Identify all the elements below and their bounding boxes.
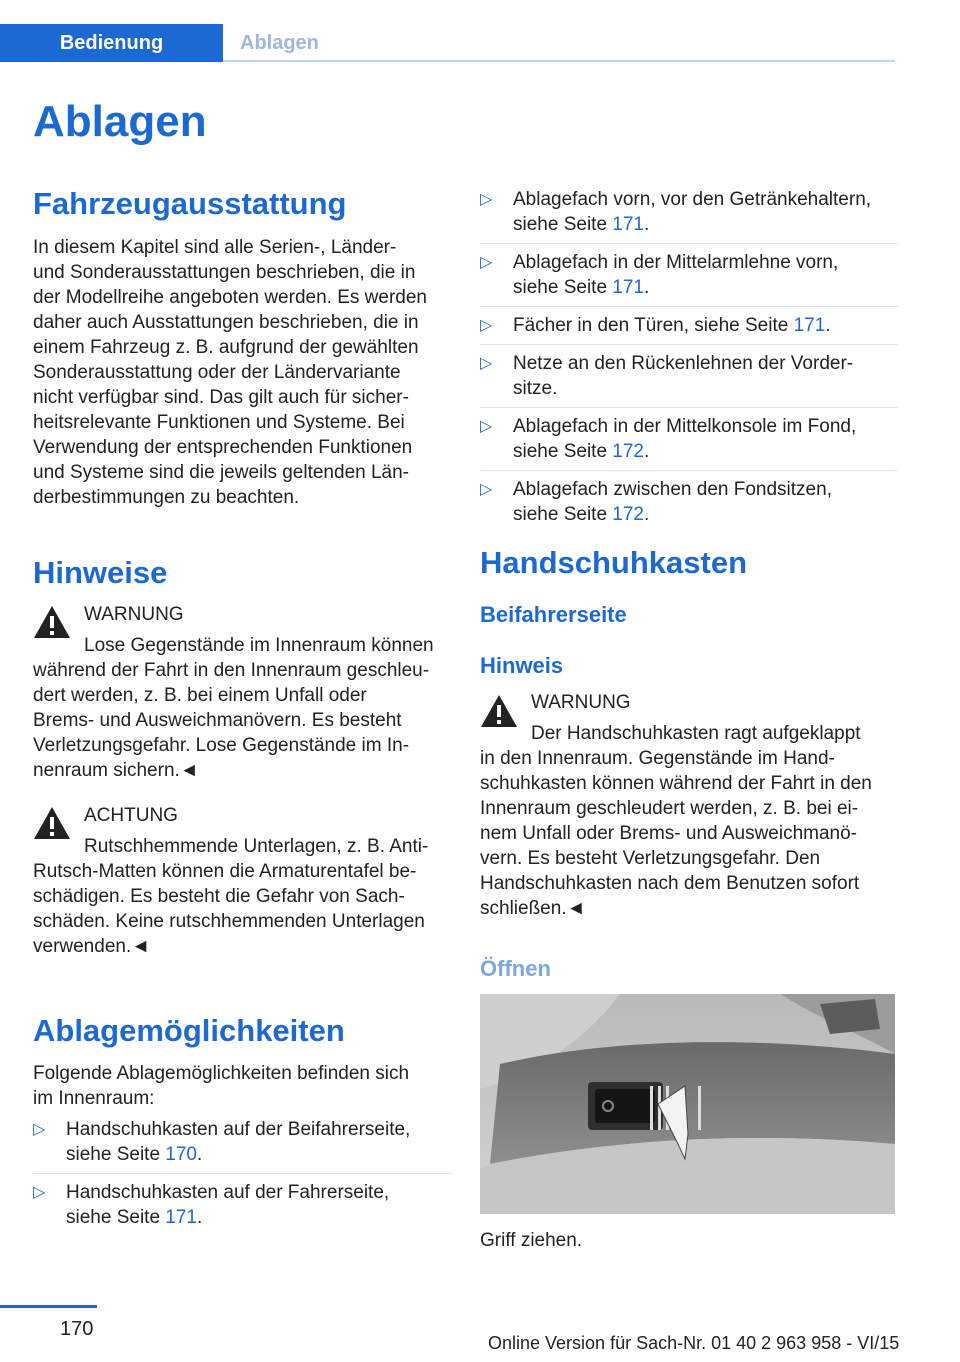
glovebox-photo <box>480 994 895 1214</box>
heading-handschuhkasten: Handschuhkasten <box>480 545 748 580</box>
triangle-bullet-icon: ▷ <box>480 317 493 334</box>
list-item: ▷ Ablagefach in der Mittelarmlehne vorn, siehe Seite 171. <box>480 244 898 307</box>
list-item: ▷ Ablagefach zwischen den Fondsitzen, siehe Seite 172. <box>480 479 832 525</box>
page-title: Ablagen <box>33 97 207 146</box>
header-tabbar <box>0 24 895 62</box>
glovebox-illustration <box>480 994 895 1214</box>
list-item: ▷ Handschuhkasten auf der Beifahrerseite, siehe Seite 170. <box>33 1117 453 1174</box>
page-link[interactable]: 171 <box>165 1207 197 1228</box>
caution-text: Rutschhemmende Unterlagen, z. B. Anti- Rutsch-Matten können die Armaturentafel be- schädigen. Es besteht die Gefahr von Sach- schäden. Keine rutschhemmenden Unterlagen verwenden.◄ <box>33 836 429 957</box>
heading-beifahrerseite: Beifahrerseite <box>480 602 627 627</box>
triangle-bullet-icon: ▷ <box>480 418 493 435</box>
caution-label: ACHTUNG <box>84 805 178 826</box>
page-number: 170 <box>60 1318 94 1340</box>
triangle-bullet-icon: ▷ <box>33 1184 46 1201</box>
header-rule <box>223 60 895 62</box>
list-item: ▷ Fächer in den Türen, siehe Seite 171. <box>480 307 898 345</box>
ablage-list-right <box>480 187 898 527</box>
ablage-intro: Folgende Ablagemöglichkeiten befinden sich im Innenraum: <box>33 1063 410 1109</box>
photo-caption: Griff ziehen. <box>480 1230 583 1251</box>
triangle-bullet-icon: ▷ <box>480 355 493 372</box>
fahrzeug-paragraph: In diesem Kapitel sind alle Serien-, Länder- und Sonderausstattungen beschrieben, die in der Modellreihe angeboten werden. Es werden daher auch Ausstattungen beschrieben, die in einem Fahrzeug z. B. aufgrund der gewählten Sonderausstattung oder der Ländervariante nicht verfügbar sind. Das gilt auch für sicher- heitsrelevante Funktionen und Systeme. Bei Verwendung der entsprechenden Funktionen und Systeme sind die jeweils geltenden Län- derbestimmungen zu beachten. <box>33 237 427 508</box>
heading-ablagemoeglichkeiten: Ablagemöglichkeiten <box>33 1013 345 1048</box>
warning-text: Lose Gegenstände im Innenraum können während der Fahrt in den Innenraum geschleu- dert werden, z. B. bei einem Unfall oder Brems- und Ausweichmanövern. Es besteht Verletzungsgefahr. Lose Gegenstände im In- nenraum sichern.◄ <box>33 635 434 781</box>
page-link[interactable]: 170 <box>165 1144 197 1165</box>
page-link[interactable]: 172 <box>612 441 644 462</box>
heading-hinweise: Hinweise <box>33 555 168 590</box>
list-item: ▷ Ablagefach vorn, vor den Getränkehaltern, siehe Seite 171. <box>480 187 898 244</box>
page-link[interactable]: 171 <box>793 315 826 336</box>
footer-rule <box>0 1305 97 1308</box>
warning-label: WARNUNG <box>531 692 631 713</box>
page-link[interactable]: 171 <box>612 214 644 235</box>
triangle-bullet-icon: ▷ <box>480 481 493 498</box>
ablage-list-left <box>33 1117 453 1230</box>
heading-oeffnen: Öffnen <box>480 956 551 981</box>
warning-text: Der Handschuhkasten ragt aufgeklappt in den Innenraum. Gegenstände im Hand- schuhkasten können während der Fahrt in den Innenraum geschleudert werden, z. B. bei ei- nem Unfall oder Brems- und Ausweichmanö- vern. Es besteht Verletzungsgefahr. Den Handschuhkasten nach dem Benutzen sofort schließen.◄ <box>480 723 872 919</box>
tab-ablagen[interactable]: Ablagen <box>240 32 319 54</box>
page-link[interactable]: 171 <box>612 277 644 298</box>
heading-hinweis: Hinweis <box>480 653 564 678</box>
list-item: ▷ Ablagefach in der Mittelkonsole im Fond, siehe Seite 172. <box>480 408 898 471</box>
heading-fahrzeugausstattung: Fahrzeugausstattung <box>33 186 347 221</box>
online-version-note: Online Version für Sach-Nr. 01 40 2 963 958 - VI/15 <box>488 1333 900 1353</box>
triangle-bullet-icon: ▷ <box>480 191 493 208</box>
warning-label: WARNUNG <box>84 604 184 625</box>
page-link[interactable]: 172 <box>612 504 644 525</box>
list-item: ▷ Netze an den Rückenlehnen der Vorder- sitze. <box>480 345 898 408</box>
triangle-bullet-icon: ▷ <box>33 1121 46 1138</box>
list-item: ▷ Handschuhkasten auf der Fahrerseite, siehe Seite 171. <box>33 1182 390 1228</box>
tab-bedienung[interactable]: Bedienung <box>0 24 223 62</box>
triangle-bullet-icon: ▷ <box>480 254 493 271</box>
